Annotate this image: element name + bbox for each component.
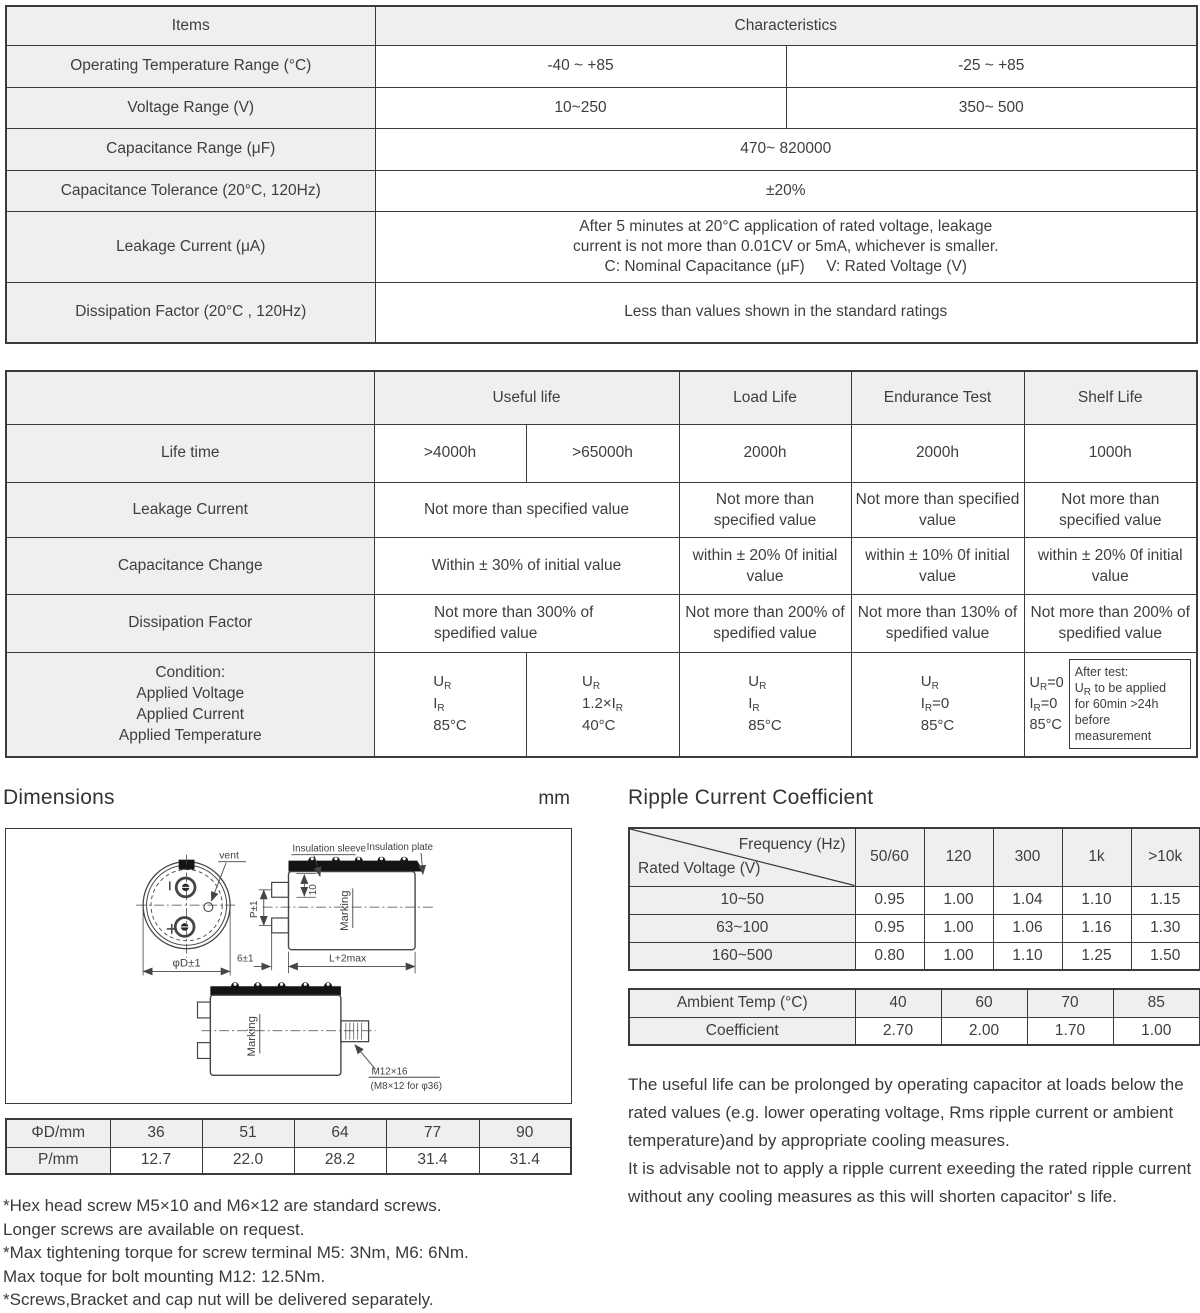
paragraph: It is advisable not to apply a ripple current exeeding the rated ripple current without any cooling measures as this will shorten capacitor' s life. — [628, 1159, 1192, 1206]
table-cell: ±20% — [375, 170, 1197, 211]
text-line: $I_R=0$ — [1029, 695, 1058, 714]
ambient-temp-table — [628, 988, 1200, 1046]
side-terminal — [197, 1002, 210, 1018]
table-cell: 12.7 — [110, 1147, 202, 1174]
coef-cell: 2.00 — [941, 1017, 1027, 1045]
empty-header-cell — [6, 371, 374, 424]
table-cell: >4000h — [374, 424, 526, 482]
text-line: 85°C — [1029, 716, 1062, 733]
amb-temp-cell: 85 — [1113, 989, 1200, 1017]
coef-cell: 1.16 — [1062, 914, 1131, 942]
freq-col-header: 50/60 — [855, 828, 924, 886]
capacitor-side-body — [288, 872, 415, 950]
table-cell: within ± 20% 0f initial value — [1024, 537, 1197, 594]
load-life-header: Load Life — [679, 371, 851, 424]
table-cell: 90 — [479, 1119, 571, 1147]
side-terminal — [197, 1043, 210, 1059]
table-cell: 31.4 — [386, 1147, 479, 1174]
text-line: before — [1074, 713, 1111, 728]
row-label: Life time — [6, 424, 374, 482]
text-line: 85°C — [433, 717, 467, 735]
text-line: current is not more than 0.01CV or 5mA, whichever is smaller. — [572, 237, 999, 255]
table-cell: 51 — [202, 1119, 294, 1147]
row-label: P/mm — [6, 1147, 110, 1174]
table-cell: 2000h — [679, 424, 851, 482]
freq-col-header: >10k — [1131, 828, 1200, 886]
diagonal-header-cell — [629, 828, 855, 886]
table-cell: Not more than specified value — [851, 482, 1024, 537]
text-line: 85°C — [748, 717, 782, 735]
diameter-pitch-table — [5, 1118, 572, 1175]
table-cell: Not more than 200% of spedified value — [679, 594, 851, 652]
table-cell: Not more than 130% of spedified value — [851, 594, 1024, 652]
endurance-test-header: Endurance Test — [851, 371, 1024, 424]
coef-cell: 1.00 — [1113, 1017, 1200, 1045]
text-line: $U_R$ — [920, 673, 939, 693]
table-cell: -40 ~ +85 — [375, 45, 786, 87]
characteristics-table — [5, 5, 1198, 344]
condition-cell-shelf — [1024, 652, 1197, 757]
l-dimension-label: L+2max — [329, 953, 367, 965]
table-cell: 470~ 820000 — [375, 128, 1197, 170]
freq-col-header: 300 — [993, 828, 1062, 886]
side-terminal — [272, 918, 289, 933]
text-line: for 60min >24h — [1074, 697, 1159, 712]
six-dimension-label: 6±1 — [237, 953, 254, 965]
table-cell: 1000h — [1024, 424, 1197, 482]
text-line: measurement — [1074, 729, 1152, 744]
ripple-title: Ripple Current Coefficient — [628, 786, 874, 809]
diameter-dimension-label: φD±1 — [172, 957, 201, 970]
insulation-sleeve-label: Insulation sleeve — [292, 843, 367, 855]
text-line: After 5 minutes at 20°C application of rated voltage, leakage — [579, 217, 993, 235]
condition-cell — [679, 652, 851, 757]
useful-life-paragraphs — [628, 1071, 1200, 1211]
freq-col-header: 1k — [1062, 828, 1131, 886]
table-cell: Not more than specified value — [679, 482, 851, 537]
text-line: $U_R$ — [433, 673, 452, 693]
ripple-heading — [628, 786, 873, 810]
table-cell: 22.0 — [202, 1147, 294, 1174]
text-line: Applied Voltage — [136, 685, 245, 703]
text-line: After test: — [1074, 665, 1129, 680]
table-cell: Not more than 200% of spedified value — [1024, 594, 1197, 652]
coef-cell: 1.00 — [924, 942, 993, 970]
text-line: Condition: — [155, 664, 226, 682]
useful-life-header: Useful life — [374, 371, 679, 424]
insulation-plate-label: Insulation plate — [366, 841, 434, 853]
capacitor-bottom-body — [210, 995, 341, 1075]
coef-cell: 1.15 — [1131, 886, 1200, 914]
text-line: C: Nominal Capacitance (μF) V: Rated Voltage (V) — [604, 257, 967, 275]
dimensions-title: Dimensions — [3, 786, 115, 809]
text-line: $I_R$ — [748, 695, 760, 715]
coef-cell: 1.04 — [993, 886, 1062, 914]
text-line: $U_R=0$ — [1029, 674, 1064, 693]
condition-cell — [526, 652, 679, 757]
coef-cell: 0.80 — [855, 942, 924, 970]
voltage-range-label: 10~50 — [629, 886, 855, 914]
mounting-notes — [3, 1194, 599, 1312]
items-header-cell: Items — [6, 6, 375, 45]
row-label: Coefficient — [629, 1017, 855, 1045]
note-line: Max toque for bolt mounting M12: 12.5Nm. — [3, 1266, 326, 1286]
voltage-range-label: 63~100 — [629, 914, 855, 942]
marking-label: Marking — [245, 1016, 258, 1057]
ripple-frequency-table — [628, 827, 1200, 971]
p-dimension-label: P±1 — [248, 900, 260, 919]
row-label: Ambient Temp (°C) — [629, 989, 855, 1017]
note-line: *Max tightening torque for screw terminal M5: 3Nm, M6: 6Nm. — [3, 1243, 469, 1262]
coef-cell: 1.70 — [1027, 1017, 1113, 1045]
text-line: $U_R$ — [748, 673, 767, 693]
frequency-header-label: Frequency (Hz) — [738, 836, 846, 853]
side-terminal — [272, 882, 289, 897]
coef-cell: 1.00 — [924, 914, 993, 942]
freq-col-header: 120 — [924, 828, 993, 886]
table-cell: within ± 20% 0f initial value — [679, 537, 851, 594]
text-line: $U_R$ — [581, 673, 601, 693]
row-label: ΦD/mm — [6, 1119, 110, 1147]
row-label: Leakage Current — [6, 482, 374, 537]
table-cell: Within ± 30% of initial value — [374, 537, 679, 594]
table-cell: Less than values shown in the standard ratings — [375, 282, 1197, 343]
dimensions-unit: mm — [538, 788, 570, 809]
stud-size-alt-label: (M8×12 for φ36) — [370, 1081, 443, 1093]
table-cell: -25 ~ +85 — [786, 45, 1197, 87]
row-label: Dissipation Factor — [6, 594, 374, 652]
row-label: Leakage Current (μA) — [6, 211, 375, 282]
characteristics-header-cell: Characteristics — [375, 6, 1197, 45]
mounting-stud — [341, 1021, 369, 1042]
table-cell: 31.4 — [479, 1147, 571, 1174]
condition-cell — [851, 652, 1024, 757]
table-cell: 77 — [386, 1119, 479, 1147]
text-line: Applied Current — [136, 706, 245, 724]
table-cell: 350~ 500 — [786, 87, 1197, 128]
text-line: $I_R$ — [433, 695, 445, 715]
after-test-note — [1069, 659, 1191, 749]
amb-temp-cell: 70 — [1027, 989, 1113, 1017]
row-label: Capacitance Range (μF) — [6, 128, 375, 170]
table-cell: >65000h — [526, 424, 679, 482]
coef-cell: 1.00 — [924, 886, 993, 914]
dimension-drawing — [6, 829, 568, 1100]
text-line: $1.2\times I_R$ — [581, 695, 623, 715]
ten-dimension-label: 10 — [308, 884, 320, 896]
coef-cell: 1.06 — [993, 914, 1062, 942]
stud-size-label: M12×16 — [371, 1066, 408, 1078]
coef-cell: 1.10 — [1062, 886, 1131, 914]
marking-label: Marking — [338, 890, 351, 931]
note-line: *Screws,Bracket and cap nut will be delivered separately. — [3, 1290, 434, 1309]
table-cell: 36 — [110, 1119, 202, 1147]
coef-cell: 1.30 — [1131, 914, 1200, 942]
rated-voltage-header-label: Rated Voltage (V) — [638, 859, 761, 877]
table-cell: Not more than specified value — [1024, 482, 1197, 537]
coef-cell: 2.70 — [855, 1017, 941, 1045]
table-cell: 28.2 — [294, 1147, 386, 1174]
coef-cell: 1.50 — [1131, 942, 1200, 970]
table-cell: 2000h — [851, 424, 1024, 482]
life-test-table — [5, 370, 1198, 758]
dimension-drawing-box — [5, 828, 572, 1104]
row-label: Operating Temperature Range (°C) — [6, 45, 375, 87]
amb-temp-cell: 40 — [855, 989, 941, 1017]
table-cell — [374, 594, 679, 652]
dimensions-heading — [3, 786, 570, 810]
note-line: *Hex head screw M5×10 and M6×12 are standard screws. — [3, 1196, 442, 1215]
shelf-life-header: Shelf Life — [1024, 371, 1197, 424]
condition-cell — [374, 652, 526, 757]
amb-temp-cell: 60 — [941, 989, 1027, 1017]
table-cell: 64 — [294, 1119, 386, 1147]
table-cell: Not more than specified value — [374, 482, 679, 537]
vent-label: vent — [219, 850, 239, 862]
leakage-current-text — [375, 211, 1197, 282]
df-useful-text: Not more than 300% of spedified value — [434, 604, 594, 642]
row-label: Capacitance Tolerance (20°C, 120Hz) — [6, 170, 375, 211]
table-cell: 10~250 — [375, 87, 786, 128]
coef-cell: 1.10 — [993, 942, 1062, 970]
row-label: Capacitance Change — [6, 537, 374, 594]
row-label: Dissipation Factor (20°C , 120Hz) — [6, 282, 375, 343]
insulation-plate-shape — [210, 986, 341, 995]
voltage-range-label: 160~500 — [629, 942, 855, 970]
paragraph: The useful life can be prolonged by operating capacitor at loads below the rated values (e.g. lower operating voltage, Rms ripple current or ambient temperature)and by appropriate cooling measures. — [628, 1075, 1184, 1150]
condition-label — [6, 652, 374, 757]
row-label: Voltage Range (V) — [6, 87, 375, 128]
text-line: $U_R$ to be applied — [1074, 681, 1167, 699]
text-line: 85°C — [920, 717, 955, 735]
note-line: Longer screws are available on request. — [3, 1219, 305, 1239]
text-line: Applied Temperature — [118, 727, 262, 745]
vent-hole — [204, 903, 213, 912]
coef-cell: 0.95 — [855, 914, 924, 942]
coef-cell: 0.95 — [855, 886, 924, 914]
text-line: $I_R=0$ — [920, 695, 950, 715]
table-cell: within ± 10% 0f initial value — [851, 537, 1024, 594]
coef-cell: 1.25 — [1062, 942, 1131, 970]
text-line: 40°C — [581, 717, 616, 735]
